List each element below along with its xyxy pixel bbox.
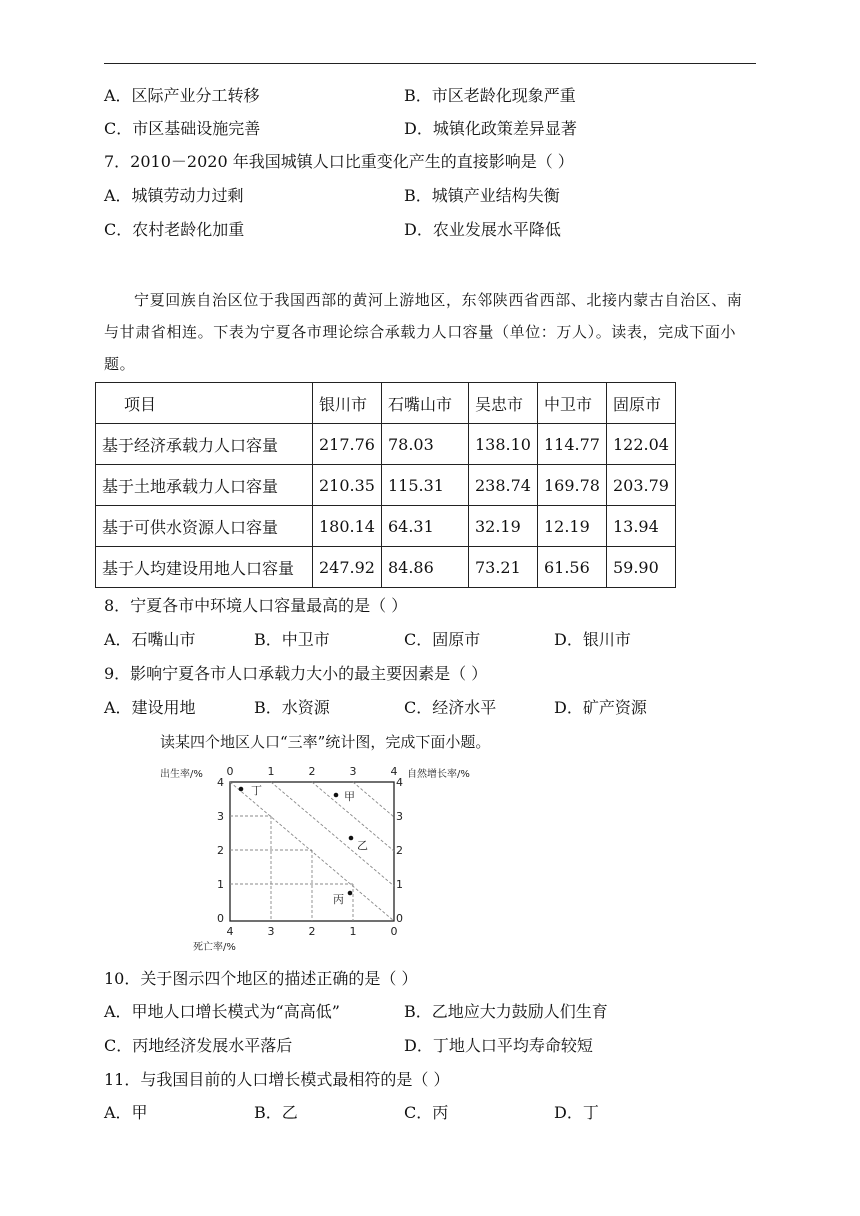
- q9-option-b[interactable]: B．水资源: [254, 698, 330, 717]
- q11-stem: 11．与我国目前的人口增长模式最相符的是（ ）: [104, 1070, 450, 1089]
- q6-option-d[interactable]: D．城镇化政策差异显著: [404, 119, 577, 138]
- q8-option-d[interactable]: D．银川市: [554, 630, 631, 649]
- table-cell: 12.19: [537, 506, 606, 547]
- left-tick-label: 4: [217, 776, 224, 789]
- q8-option-a[interactable]: A．石嘴山市: [104, 630, 196, 649]
- table-header-row: [96, 383, 676, 424]
- table-row: [96, 424, 676, 465]
- left-tick-label: 3: [217, 810, 224, 823]
- bottom-tick-label: 1: [349, 925, 357, 938]
- right-tick-label: 2: [396, 844, 403, 857]
- right-tick-label: 4: [396, 776, 403, 789]
- data-points: [239, 784, 368, 906]
- table-header-cell: 银川市: [313, 383, 382, 424]
- death-rate-axis-label: 死亡率/%: [193, 942, 236, 953]
- header-rule: [104, 63, 756, 64]
- table-header-cell: 中卫市: [537, 383, 606, 424]
- q7-stem: 7．2010－2020 年我国城镇人口比重变化产生的直接影响是（ ）: [104, 152, 574, 171]
- table-row: [96, 465, 676, 506]
- point-label-bing: 丙: [333, 893, 344, 906]
- q6-option-c[interactable]: C．市区基础设施完善: [104, 119, 261, 138]
- bottom-tick-label: 2: [308, 925, 316, 938]
- table-cell: 169.78: [537, 465, 606, 506]
- bottom-tick-label: 4: [226, 925, 234, 938]
- table-cell: 78.03: [381, 424, 468, 465]
- q7-option-b[interactable]: B．城镇产业结构失衡: [404, 186, 560, 205]
- q7-option-d[interactable]: D．农业发展水平降低: [404, 220, 561, 239]
- birth-rate-axis-label: 出生率/%: [160, 769, 203, 780]
- q7-option-c[interactable]: C．农村老龄化加重: [104, 220, 245, 239]
- table-header-cell: 石嘴山市: [381, 383, 468, 424]
- top-tick-label: 1: [267, 765, 275, 778]
- table-cell: 122.04: [606, 424, 675, 465]
- table-cell: 基于土地承载力人口容量: [96, 465, 313, 506]
- right-tick-label: 3: [396, 810, 403, 823]
- q11-option-d[interactable]: D．丁: [554, 1103, 599, 1122]
- q9-option-d[interactable]: D．矿产资源: [554, 698, 647, 717]
- left-tick-label: 0: [217, 912, 224, 925]
- table-cell: 61.56: [537, 547, 606, 588]
- q8-option-b[interactable]: B．中卫市: [254, 630, 330, 649]
- q8-stem: 8．宁夏各市中环境人口容量最高的是（ ）: [104, 596, 408, 615]
- bottom-tick-label: 0: [390, 925, 398, 938]
- q11-option-c[interactable]: C．丙: [404, 1103, 449, 1122]
- point-label-yi: 乙: [357, 839, 368, 852]
- table-cell: 59.90: [606, 547, 675, 588]
- table-cell: 84.86: [381, 547, 468, 588]
- table-header-cell: 项目: [96, 383, 313, 424]
- bottom-tick-label: 3: [267, 925, 275, 938]
- natural-growth-axis-label: 自然增长率/%: [407, 769, 470, 780]
- q6-option-a[interactable]: A．区际产业分工转移: [104, 86, 260, 105]
- point-jia: [334, 793, 339, 798]
- q10-option-b[interactable]: B．乙地应大力鼓励人们生育: [404, 1002, 608, 1021]
- table-cell: 247.92: [313, 547, 382, 588]
- table-cell: 238.74: [468, 465, 537, 506]
- q11-option-b[interactable]: B．乙: [254, 1103, 298, 1122]
- right-tick-label: 1: [396, 878, 403, 891]
- q10-option-c[interactable]: C．丙地经济发展水平落后: [104, 1036, 293, 1055]
- table-cell: 217.76: [313, 424, 382, 465]
- table-cell: 203.79: [606, 465, 675, 506]
- q9-stem: 9．影响宁夏各市人口承载力大小的最主要因素是（ ）: [104, 664, 488, 683]
- passage-ningxia: 宁夏回族自治区位于我国西部的黄河上游地区，东邻陕西省西部、北接内蒙古自治区、南与甘肃省相连。下表为宁夏各市理论综合承载力人口容量（单位：万人）。读表，完成下面小题。: [104, 291, 743, 373]
- table-header-cell: 固原市: [606, 383, 675, 424]
- left-tick-label: 2: [217, 844, 224, 857]
- right-tick-label: 0: [396, 912, 403, 925]
- q10-stem: 10．关于图示四个地区的描述正确的是（ ）: [104, 969, 418, 988]
- point-bing: [348, 891, 353, 896]
- top-tick-label: 2: [308, 765, 316, 778]
- table-cell: 64.31: [381, 506, 468, 547]
- population-capacity-table: [95, 382, 676, 588]
- q10-option-d[interactable]: D．丁地人口平均寿命较短: [404, 1036, 593, 1055]
- q9-option-c[interactable]: C．经济水平: [404, 698, 497, 717]
- figure-intro: 读某四个地区人口“三率”统计图，完成下面小题。: [160, 733, 491, 751]
- q7-option-a[interactable]: A．城镇劳动力过剩: [104, 186, 244, 205]
- table-cell: 基于经济承载力人口容量: [96, 424, 313, 465]
- q11-option-a[interactable]: A．甲: [104, 1103, 148, 1122]
- point-ding: [239, 787, 244, 792]
- q10-option-a[interactable]: A．甲地人口增长模式为“高高低”: [104, 1002, 340, 1021]
- population-rates-diagram: [160, 760, 500, 956]
- q6-option-b[interactable]: B．市区老龄化现象严重: [404, 86, 576, 105]
- table-header-cell: 吴忠市: [468, 383, 537, 424]
- table-cell: 基于人均建设用地人口容量: [96, 547, 313, 588]
- top-tick-label: 0: [226, 765, 234, 778]
- diagram-guides: [230, 782, 394, 921]
- table-cell: 138.10: [468, 424, 537, 465]
- table-cell: 210.35: [313, 465, 382, 506]
- top-tick-label: 4: [390, 765, 398, 778]
- q8-option-c[interactable]: C．固原市: [404, 630, 481, 649]
- point-label-jia: 甲: [344, 790, 355, 803]
- q9-option-a[interactable]: A．建设用地: [104, 698, 196, 717]
- point-yi: [349, 836, 354, 841]
- table-row: [96, 547, 676, 588]
- table-cell: 基于可供水资源人口容量: [96, 506, 313, 547]
- table-cell: 73.21: [468, 547, 537, 588]
- table-cell: 32.19: [468, 506, 537, 547]
- table-cell: 115.31: [381, 465, 468, 506]
- table-cell: 13.94: [606, 506, 675, 547]
- left-tick-label: 1: [217, 878, 224, 891]
- table-row: [96, 506, 676, 547]
- table-cell: 114.77: [537, 424, 606, 465]
- top-tick-label: 3: [349, 765, 357, 778]
- table-cell: 180.14: [313, 506, 382, 547]
- point-label-ding: 丁: [251, 784, 262, 797]
